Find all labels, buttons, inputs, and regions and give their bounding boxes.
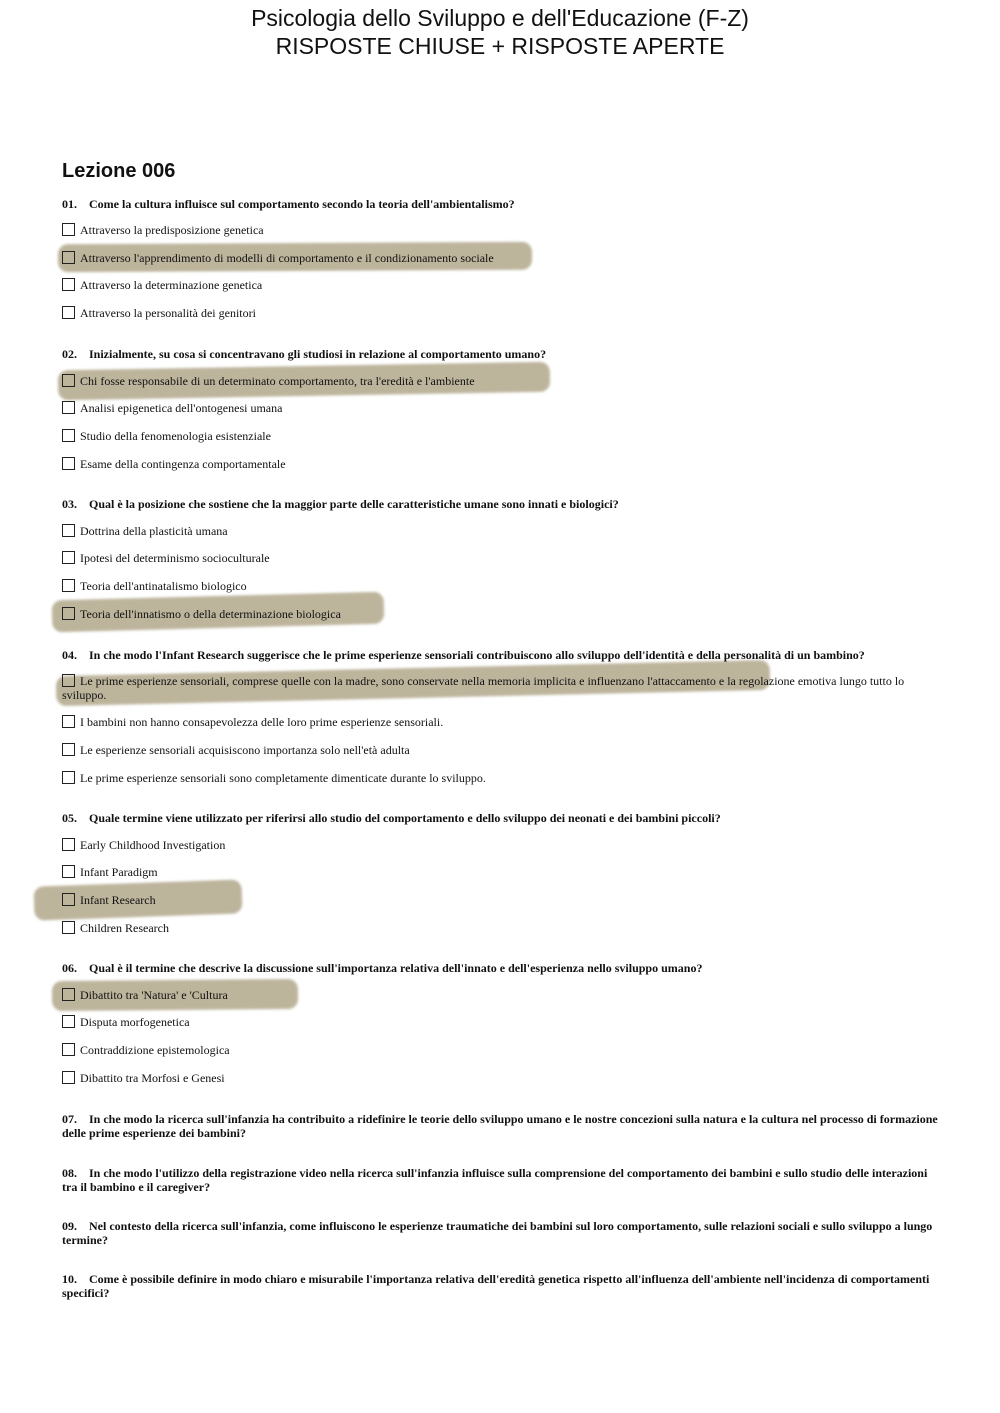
checkbox[interactable] [62, 838, 75, 851]
question-number: 01. [62, 197, 77, 211]
option-row[interactable] [62, 771, 938, 785]
option-label: Esame della contingenza comportamentale [80, 457, 286, 471]
checkbox[interactable] [62, 607, 75, 620]
question-number: 07. [62, 1112, 77, 1126]
question-number: 08. [62, 1166, 77, 1180]
checkbox[interactable] [62, 401, 75, 414]
question-text: In che modo la ricerca sull'infanzia ha contribuito a ridefinire le teorie dello sviluppo umano e le nostre concezioni sulla natura e la cultura nel processo di formazione delle prime esperienze dei bambini? [62, 1112, 938, 1140]
option-row[interactable] [62, 921, 938, 935]
option-label: Early Childhood Investigation [80, 838, 226, 852]
question-text: In che modo l'Infant Research suggerisce che le prime esperienze sensoriali contribuiscono allo sviluppo dell'identità e della personalità di un bambino? [89, 648, 865, 662]
option-label: Dottrina della plasticità umana [80, 524, 228, 538]
question-text: Qual è il termine che descrive la discussione sull'importanza relativa dell'innato e dell'esperienza nello sviluppo umano? [89, 961, 703, 975]
checkbox[interactable] [62, 893, 75, 906]
option-row[interactable] [62, 551, 938, 565]
option-row[interactable] [62, 1043, 938, 1057]
option-row[interactable] [62, 607, 938, 621]
question-text: Come è possibile definire in modo chiaro e misurabile l'importanza relativa dell'eredità genetica rispetto all'influenza dell'ambiente nell'incidenza di comportamenti specifici? [62, 1272, 930, 1300]
question-number: 04. [62, 648, 77, 662]
lesson-title: Lezione 006 [62, 160, 176, 182]
option-row[interactable] [62, 457, 938, 471]
option-row[interactable] [62, 674, 938, 702]
document-title: Psicologia dello Sviluppo e dell'Educazione (F-Z) [251, 5, 749, 31]
option-row[interactable] [62, 743, 938, 757]
checkbox[interactable] [62, 278, 75, 291]
question-number: 10. [62, 1272, 77, 1286]
question-text: In che modo l'utilizzo della registrazione video nella ricerca sull'infanzia influisce sulla comprensione del comportamento dei bambini e sullo studio delle interazioni tra il bambino e il caregiver? [62, 1166, 928, 1194]
checkbox[interactable] [62, 223, 75, 236]
checkbox[interactable] [62, 988, 75, 1001]
question-04 [62, 648, 938, 662]
question-text: Inizialmente, su cosa si concentravano gli studiosi in relazione al comportamento umano? [89, 347, 547, 361]
document-subtitle: RISPOSTE CHIUSE + RISPOSTE APERTE [275, 33, 725, 59]
option-row[interactable] [62, 865, 938, 879]
option-label: Contraddizione epistemologica [80, 1043, 230, 1057]
option-row[interactable] [62, 893, 938, 907]
question-text: Qual è la posizione che sostiene che la maggior parte delle caratteristiche umane sono innati e biologici? [89, 497, 619, 511]
option-label: Chi fosse responsabile di un determinato comportamento, tra l'eredità e l'ambiente [80, 374, 475, 388]
option-label: Infant Research [80, 893, 156, 907]
option-row[interactable] [62, 223, 938, 237]
question-number: 09. [62, 1219, 77, 1233]
checkbox[interactable] [62, 1043, 75, 1056]
question-05 [62, 811, 938, 825]
open-question-10 [62, 1272, 938, 1300]
option-label: Dibattito tra Morfosi e Genesi [80, 1071, 225, 1085]
checkbox[interactable] [62, 374, 75, 387]
open-question-09 [62, 1219, 938, 1247]
checkbox[interactable] [62, 743, 75, 756]
question-number: 03. [62, 497, 77, 511]
question-03 [62, 497, 938, 511]
checkbox[interactable] [62, 306, 75, 319]
option-label: Dibattito tra 'Natura' e 'Cultura [80, 988, 228, 1002]
option-row[interactable] [62, 401, 938, 415]
checkbox[interactable] [62, 579, 75, 592]
question-01 [62, 197, 938, 211]
checkbox[interactable] [62, 865, 75, 878]
option-label: Teoria dell'innatismo o della determinazione biologica [80, 607, 341, 621]
option-label: Studio della fenomenologia esistenziale [80, 429, 271, 443]
option-row[interactable] [62, 374, 938, 388]
option-label: Attraverso la determinazione genetica [80, 278, 263, 292]
option-row[interactable] [62, 988, 938, 1002]
option-row[interactable] [62, 1015, 938, 1029]
option-label: Infant Paradigm [80, 865, 158, 879]
checkbox[interactable] [62, 429, 75, 442]
option-row[interactable] [62, 579, 938, 593]
question-number: 05. [62, 811, 77, 825]
option-label: I bambini non hanno consapevolezza delle loro prime esperienze sensoriali. [80, 715, 444, 729]
option-row[interactable] [62, 278, 938, 292]
option-label: Le prime esperienze sensoriali sono completamente dimenticate durante lo sviluppo. [80, 771, 486, 785]
checkbox[interactable] [62, 551, 75, 564]
option-label: Le prime esperienze sensoriali, comprese quelle con la madre, sono conservate nella memoria implicita e influenzano l'attaccamento e la regolazione emotiva lungo tutto lo sviluppo. [62, 674, 905, 702]
option-label: Analisi epigenetica dell'ontogenesi umana [80, 401, 283, 415]
option-label: Le esperienze sensoriali acquisiscono importanza solo nell'età adulta [80, 743, 410, 757]
option-row[interactable] [62, 524, 938, 538]
option-row[interactable] [62, 838, 938, 852]
option-label: Attraverso la predisposizione genetica [80, 223, 264, 237]
option-row[interactable] [62, 306, 938, 320]
checkbox[interactable] [62, 921, 75, 934]
option-label: Teoria dell'antinatalismo biologico [80, 579, 247, 593]
question-number: 06. [62, 961, 77, 975]
option-row[interactable] [62, 251, 938, 265]
question-02 [62, 347, 938, 361]
option-label: Ipotesi del determinismo socioculturale [80, 551, 270, 565]
checkbox[interactable] [62, 771, 75, 784]
question-06 [62, 961, 938, 975]
document-header [0, 4, 1000, 60]
option-label: Attraverso l'apprendimento di modelli di comportamento e il condizionamento sociale [80, 251, 494, 265]
option-label: Attraverso la personalità dei genitori [80, 306, 256, 320]
checkbox[interactable] [62, 1015, 75, 1028]
question-text: Come la cultura influisce sul comportamento secondo la teoria dell'ambientalismo? [89, 197, 515, 211]
open-question-07 [62, 1112, 938, 1140]
question-text: Quale termine viene utilizzato per riferirsi allo studio del comportamento e dello sviluppo dei neonati e dei bambini piccoli? [89, 811, 721, 825]
checkbox[interactable] [62, 251, 75, 264]
option-row[interactable] [62, 715, 938, 729]
checkbox[interactable] [62, 1071, 75, 1084]
checkbox[interactable] [62, 524, 75, 537]
checkbox[interactable] [62, 715, 75, 728]
checkbox[interactable] [62, 457, 75, 470]
open-question-08 [62, 1166, 938, 1194]
option-row[interactable] [62, 1071, 938, 1085]
option-label: Children Research [80, 921, 169, 935]
option-row[interactable] [62, 429, 938, 443]
option-label: Disputa morfogenetica [80, 1015, 190, 1029]
checkbox[interactable] [62, 674, 75, 687]
question-text: Nel contesto della ricerca sull'infanzia, come influiscono le esperienze traumatiche dei bambini sul loro comportamento, sulle relazioni sociali e sullo sviluppo a lungo termine? [62, 1219, 933, 1247]
question-number: 02. [62, 347, 77, 361]
